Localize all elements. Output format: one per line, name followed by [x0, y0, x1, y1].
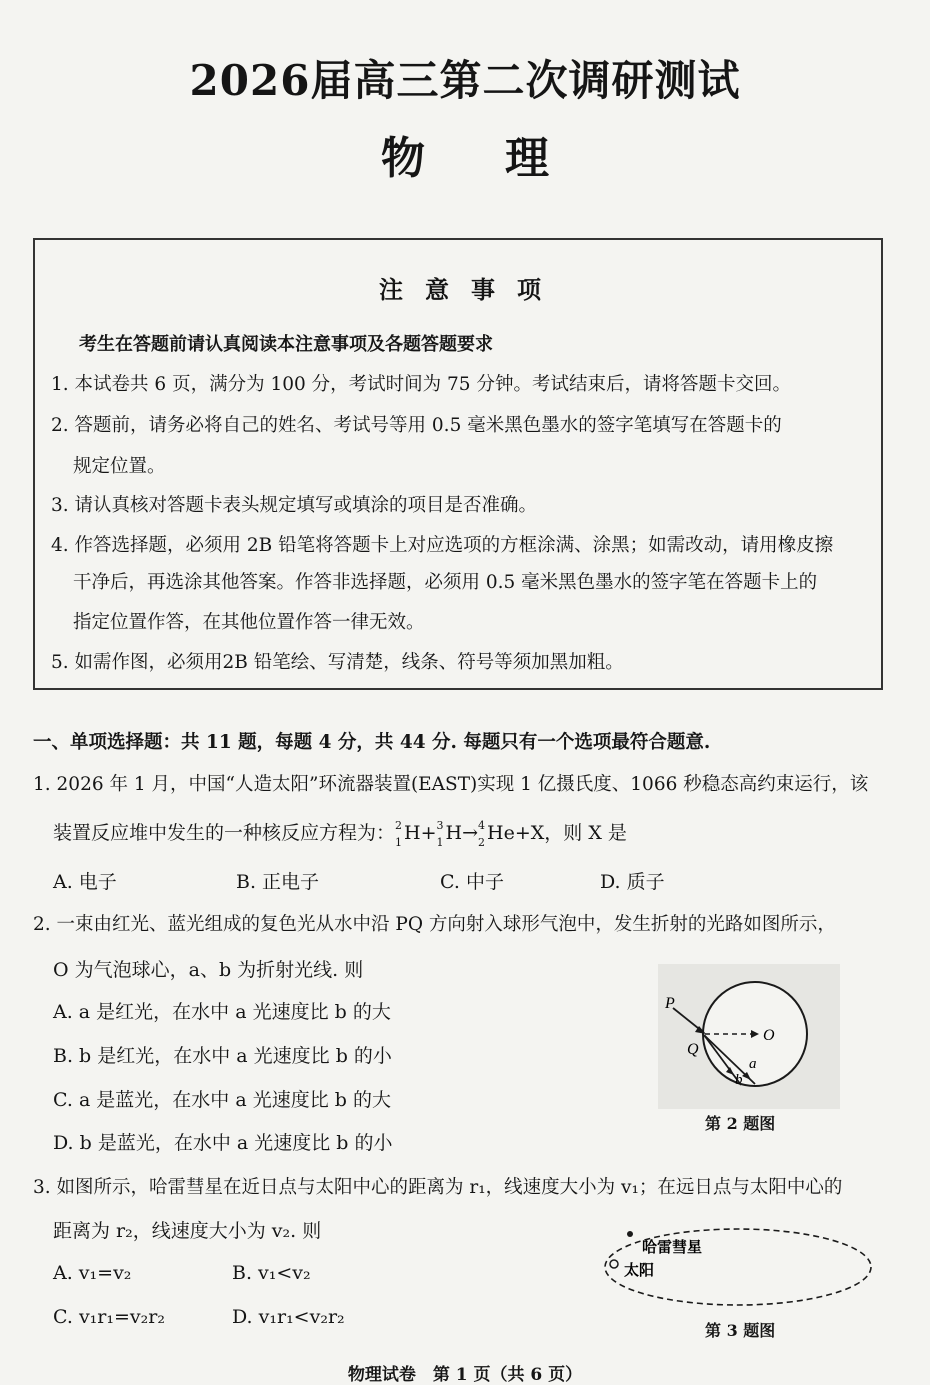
notice-title: 注意事项: [379, 275, 563, 304]
label-b: b: [735, 1072, 743, 1088]
notice-line-2: 2. 答题前，请务必将自己的姓名、考试号等用 0.5 毫米黑色墨水的签字笔填写在答题卡的: [51, 415, 782, 436]
he-nuclide-numbers: 4 2: [478, 819, 486, 849]
q1-option-a: A. 电子: [53, 871, 117, 893]
figure-3-diagram: [598, 1222, 878, 1312]
reaction-arrow: →: [462, 822, 479, 844]
label-comet: 哈雷彗星: [642, 1238, 703, 1256]
label-o: O: [763, 1027, 775, 1044]
q2-line-1: 2. 一束由红光、蓝光组成的复色光从水中沿 PQ 方向射入球形气泡中，发生折射的光路如图所示，: [33, 914, 836, 935]
q1-line-2-prefix: 装置反应堆中发生的一种核反应方程为：: [53, 822, 396, 844]
label-p: P: [665, 995, 675, 1012]
figure-2-caption: 第 2 题图: [705, 1114, 776, 1133]
q3-option-b: B. v₁<v₂: [232, 1262, 311, 1284]
q3-option-a: A. v₁=v₂: [53, 1262, 132, 1284]
comet-icon: [627, 1231, 633, 1237]
label-q: Q: [687, 1041, 699, 1058]
q3-option-c: C. v₁r₁=v₂r₂: [53, 1306, 165, 1328]
q2-option-b: B. b 是红光，在水中 a 光速度比 b 的小: [53, 1045, 392, 1067]
notice-box: [33, 238, 883, 690]
exam-subject: 物理: [381, 133, 629, 184]
q3-line-1: 3. 如图所示，哈雷彗星在近日点与太阳中心的距离为 r₁，线速度大小为 v₁；在远日点与太阳中心的: [33, 1177, 843, 1198]
h2-nuclide-numbers: 3 1: [436, 819, 444, 849]
notice-line-1: 1. 本试卷共 6 页，满分为 100 分，考试时间为 75 分钟。考试结束后，请将答题卡交回。: [51, 374, 791, 395]
q2-line-2: O 为气泡球心，a、b 为折射光线. 则: [53, 959, 364, 981]
h1-nuclide-numbers: 2 1: [395, 819, 403, 849]
h1-symbol: H: [404, 822, 421, 844]
notice-line-5: 5. 如需作图，必须用2B 铅笔绘、写清楚，线条、符号等须加黑加粗。: [51, 652, 624, 673]
notice-intro: 考生在答题前请认真阅读本注意事项及各题答题要求: [79, 334, 493, 355]
notice-line-2-cont: 规定位置。: [73, 456, 166, 477]
exam-title: 2026届高三第二次调研测试: [189, 56, 741, 105]
notice-line-3: 3. 请认真核对答题卡表头规定填写或填涂的项目是否准确。: [51, 495, 538, 516]
notice-line-4: 4. 作答选择题，必须用 2B 铅笔将答题卡上对应选项的方框涂满、涂黑；如需改动，请用橡皮擦: [51, 535, 834, 556]
notice-line-4-cont-a: 干净后，再选涂其他答案。作答非选择题，必须用 0.5 毫米黑色墨水的签字笔在答题卡上的: [73, 572, 818, 593]
plus-sign: +: [420, 822, 437, 844]
q3-option-d: D. v₁r₁<v₂r₂: [232, 1306, 345, 1328]
q1-line-2: [53, 818, 627, 849]
page-footer: 物理试卷 第 1 页（共 6 页）: [347, 1365, 583, 1385]
q1-option-b: B. 正电子: [236, 871, 320, 893]
he-symbol: He: [487, 822, 515, 844]
label-a: a: [749, 1056, 757, 1072]
section-heading: 一、单项选择题：共 11 题，每题 4 分，共 44 分. 每题只有一个选项最符合题意.: [33, 732, 711, 753]
sun-icon: [610, 1260, 618, 1268]
figure-2-diagram: [655, 962, 845, 1112]
q2-option-c: C. a 是蓝光，在水中 a 光速度比 b 的大: [53, 1089, 391, 1111]
h2-symbol: H: [445, 822, 463, 844]
q2-option-d: D. b 是蓝光，在水中 a 光速度比 b 的小: [53, 1132, 393, 1154]
notice-line-4-cont-b: 指定位置作答，在其他位置作答一律无效。: [73, 612, 425, 633]
q1-line-1: 1. 2026 年 1 月，中国“人造太阳”环流器装置(EAST)实现 1 亿摄氏度、1066 秒稳态高约束运行，该: [33, 774, 869, 795]
q1-option-c: C. 中子: [440, 871, 504, 893]
q2-option-a: A. a 是红光，在水中 a 光速度比 b 的大: [53, 1001, 391, 1023]
q1-line-2-tail: +X，则 X 是: [514, 822, 627, 844]
q3-line-2: 距离为 r₂，线速度大小为 v₂. 则: [53, 1220, 322, 1242]
figure-3-caption: 第 3 题图: [705, 1321, 776, 1340]
q1-option-d: D. 质子: [600, 871, 665, 893]
label-sun: 太阳: [624, 1261, 655, 1279]
